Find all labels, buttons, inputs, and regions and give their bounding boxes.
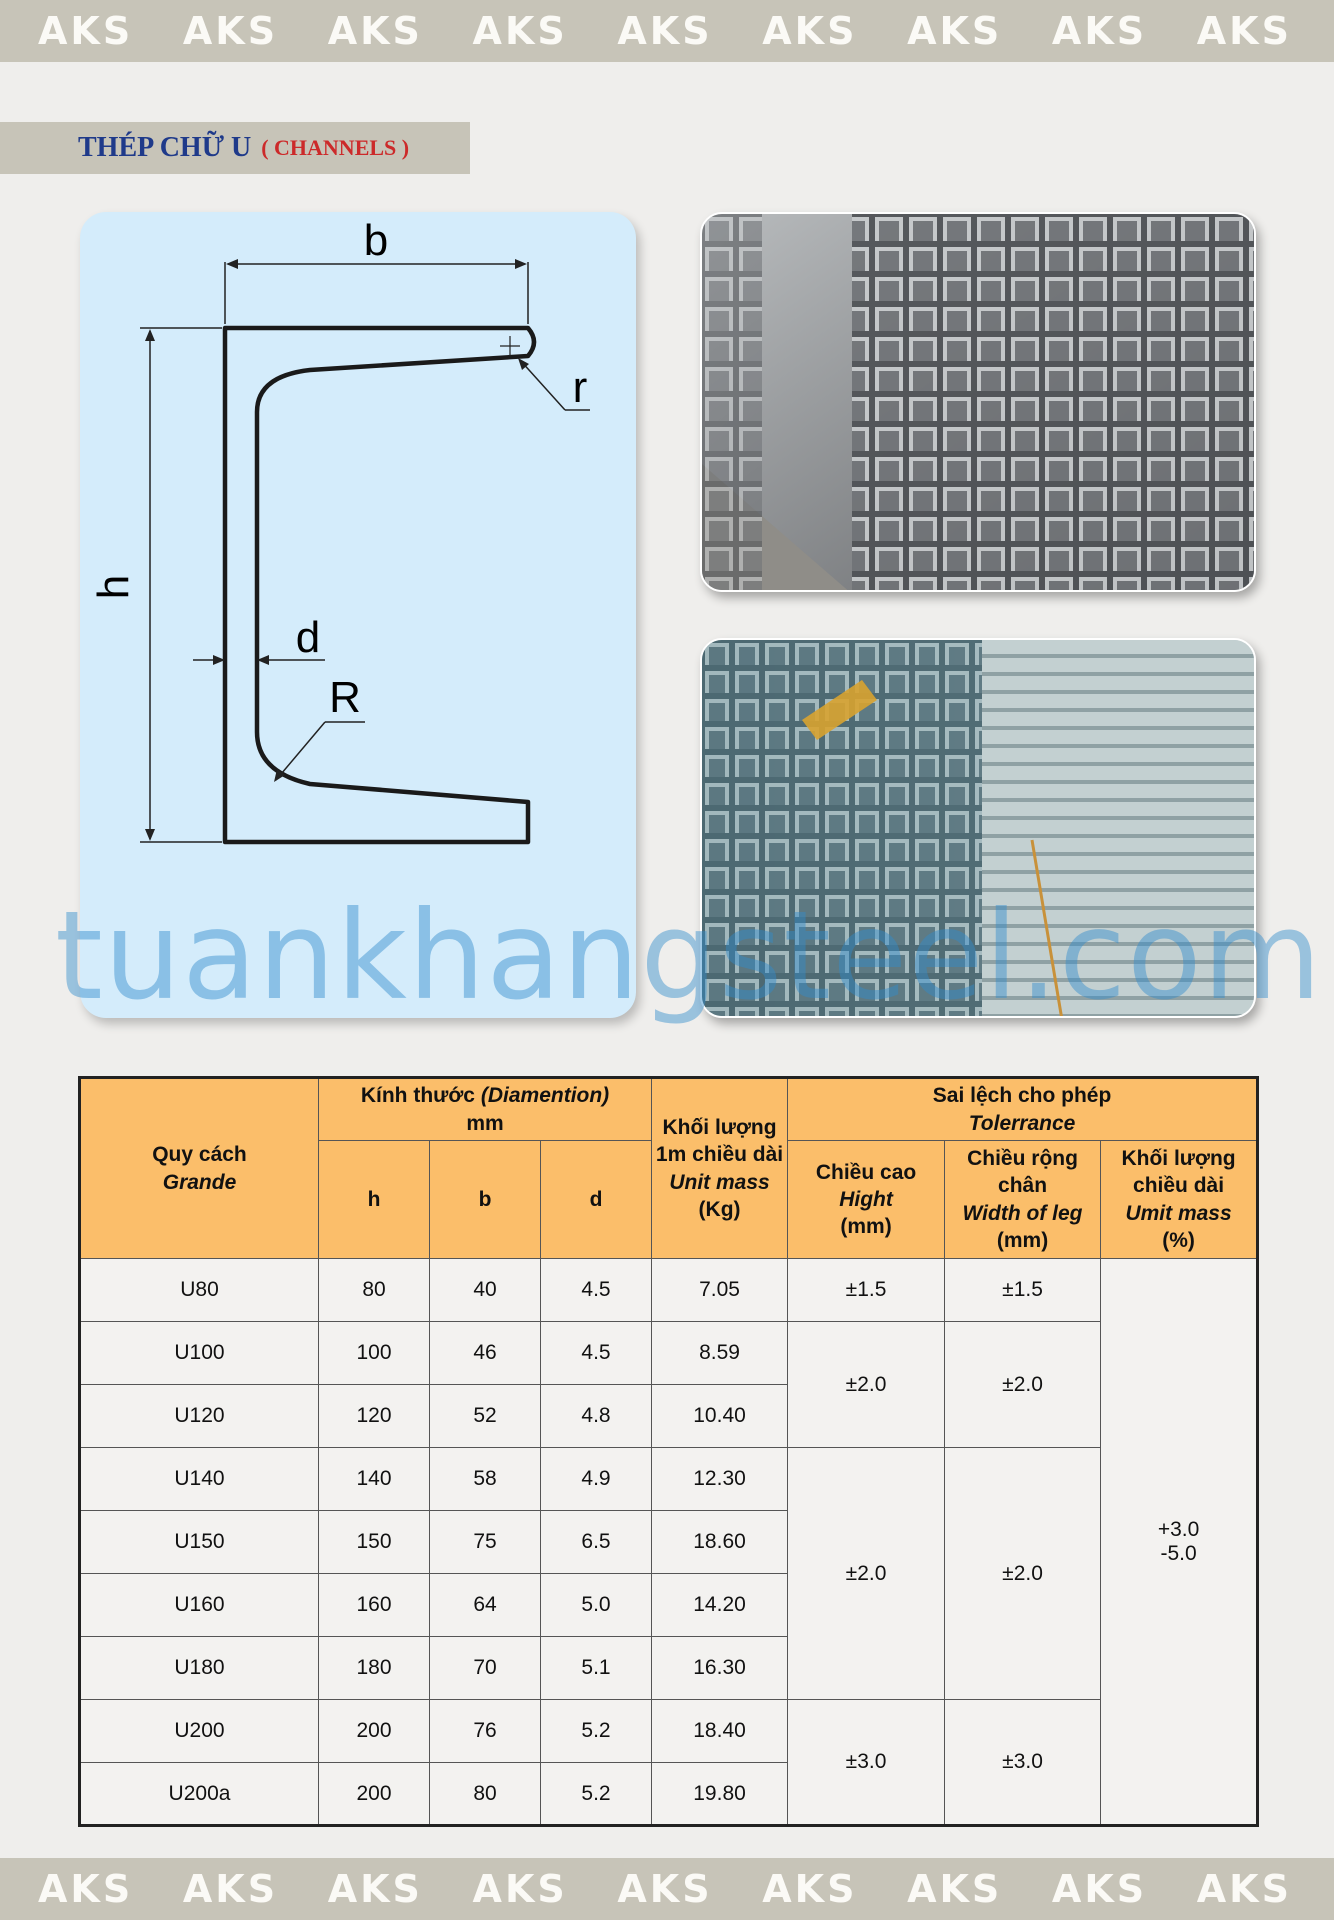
cell-b: 58 xyxy=(430,1448,541,1511)
brand-text: AKS xyxy=(182,9,279,53)
section-title xyxy=(0,122,470,174)
header-b: b xyxy=(430,1141,541,1259)
channel-spec-table xyxy=(78,1076,1259,1827)
cell-b: 52 xyxy=(430,1385,541,1448)
cell-b: 75 xyxy=(430,1511,541,1574)
header-mass-tol xyxy=(1101,1141,1258,1259)
cell-d: 5.2 xyxy=(541,1700,652,1763)
header-lmass-vi: Khối lượng chiều dài xyxy=(1121,1146,1236,1198)
brand-text: AKS xyxy=(472,1867,568,1911)
cell-spec: U200a xyxy=(80,1763,319,1826)
header-dimension xyxy=(319,1078,652,1141)
brand-text: AKS xyxy=(907,1867,1003,1911)
brand-text: AKS xyxy=(182,1867,279,1911)
header-dim-en: (Diamention) xyxy=(480,1084,610,1108)
cell-b: 46 xyxy=(430,1322,541,1385)
cell-mass: 14.20 xyxy=(652,1574,788,1637)
header-width-unit: (mm) xyxy=(996,1228,1049,1252)
cell-mass: 12.30 xyxy=(652,1448,788,1511)
dimension-label-h: h xyxy=(89,574,138,600)
dimension-label-r: r xyxy=(572,363,588,412)
header-mass-vi: Khối lượng 1m chiều dài xyxy=(655,1115,784,1167)
brand-text: AKS xyxy=(1196,9,1292,53)
header-lmass-en: Umit mass xyxy=(1125,1201,1232,1225)
brand-text: AKS xyxy=(1051,1867,1148,1911)
header-spec-en: Grande xyxy=(162,1170,237,1194)
channel-outline xyxy=(225,328,534,842)
cell-spec: U160 xyxy=(80,1574,319,1637)
cell-b: 64 xyxy=(430,1574,541,1637)
brand-text: AKS xyxy=(327,9,423,53)
brand-text: AKS xyxy=(617,9,713,53)
header-height-unit: (mm) xyxy=(840,1215,892,1239)
cell-b: 40 xyxy=(430,1259,541,1322)
brand-text: AKS xyxy=(1051,9,1148,53)
cell-h: 120 xyxy=(319,1385,430,1448)
cell-spec: U200 xyxy=(80,1700,319,1763)
cell-spec: U100 xyxy=(80,1322,319,1385)
cell-mass: 19.80 xyxy=(652,1763,788,1826)
cell-mass: 10.40 xyxy=(652,1385,788,1448)
brand-text: AKS xyxy=(617,1867,713,1911)
header-mass-unit: (Kg) xyxy=(698,1197,741,1221)
brand-text: AKS xyxy=(1196,1867,1292,1911)
header-dim-vi: Kính thước xyxy=(360,1084,475,1108)
brand-text: AKS xyxy=(762,9,858,53)
cell-h: 100 xyxy=(319,1322,430,1385)
header-height-en: Hight xyxy=(839,1187,893,1211)
brand-band-top xyxy=(0,0,1334,62)
cell-spec: U140 xyxy=(80,1448,319,1511)
dimension-label-d: d xyxy=(295,613,321,662)
header-spec xyxy=(80,1078,319,1259)
cell-spec: U80 xyxy=(80,1259,319,1322)
cell-d: 5.2 xyxy=(541,1763,652,1826)
cell-h: 200 xyxy=(319,1700,430,1763)
header-dim-unit: mm xyxy=(466,1111,504,1135)
cell-d: 6.5 xyxy=(541,1511,652,1574)
dimension-label-R: R xyxy=(329,673,361,722)
dimension-label-b: b xyxy=(363,216,389,265)
cell-width-tol: ±2.0 xyxy=(945,1322,1101,1448)
cell-d: 4.5 xyxy=(541,1322,652,1385)
cell-h: 200 xyxy=(319,1763,430,1826)
cell-b: 70 xyxy=(430,1637,541,1700)
header-unit-mass xyxy=(652,1078,788,1259)
header-width-vi: Chiều rộng chân xyxy=(967,1146,1078,1198)
cell-b: 76 xyxy=(430,1700,541,1763)
mass-tol-minus: -5.0 xyxy=(1160,1541,1197,1565)
cell-spec: U180 xyxy=(80,1637,319,1700)
cell-height-tol: ±2.0 xyxy=(788,1322,945,1448)
cell-mass: 16.30 xyxy=(652,1637,788,1700)
header-h: h xyxy=(319,1141,430,1259)
brand-text: AKS xyxy=(762,1867,858,1911)
cell-spec: U120 xyxy=(80,1385,319,1448)
cell-height-tol: ±3.0 xyxy=(788,1700,945,1826)
cell-mass: 8.59 xyxy=(652,1322,788,1385)
mass-tol-plus: +3.0 xyxy=(1157,1517,1200,1541)
cell-width-tol: ±3.0 xyxy=(945,1700,1101,1826)
cell-mass: 7.05 xyxy=(652,1259,788,1322)
table-row xyxy=(80,1448,1258,1511)
header-tolerance xyxy=(788,1078,1258,1141)
cell-d: 5.0 xyxy=(541,1574,652,1637)
cell-spec: U150 xyxy=(80,1511,319,1574)
brand-text: AKS xyxy=(38,1867,134,1911)
header-lmass-unit: (%) xyxy=(1162,1228,1195,1252)
cell-d: 4.8 xyxy=(541,1385,652,1448)
cell-h: 80 xyxy=(319,1259,430,1322)
header-width-tol xyxy=(945,1141,1101,1259)
steel-channels-photo-stacked xyxy=(700,212,1256,592)
brand-text: AKS xyxy=(38,9,134,53)
cell-h: 180 xyxy=(319,1637,430,1700)
table-row xyxy=(80,1322,1258,1385)
table-row xyxy=(80,1700,1258,1763)
brand-text: AKS xyxy=(472,9,568,53)
cell-b: 80 xyxy=(430,1763,541,1826)
cell-d: 4.5 xyxy=(541,1259,652,1322)
header-tol-vi: Sai lệch cho phép xyxy=(932,1084,1112,1108)
cell-width-tol: ±1.5 xyxy=(945,1259,1101,1322)
cell-h: 150 xyxy=(319,1511,430,1574)
cell-width-tol: ±2.0 xyxy=(945,1448,1101,1700)
cell-mass-tol xyxy=(1101,1259,1258,1826)
table-row xyxy=(80,1259,1258,1322)
header-tol-en: Tolerrance xyxy=(968,1111,1076,1135)
cell-mass: 18.60 xyxy=(652,1511,788,1574)
header-mass-en: Unit mass xyxy=(669,1170,770,1194)
cell-h: 160 xyxy=(319,1574,430,1637)
cell-height-tol: ±1.5 xyxy=(788,1259,945,1322)
header-d: d xyxy=(541,1141,652,1259)
cell-h: 140 xyxy=(319,1448,430,1511)
cell-d: 4.9 xyxy=(541,1448,652,1511)
website-watermark: tuankhangsteel.com xyxy=(55,885,1323,1027)
brand-text: AKS xyxy=(327,1867,423,1911)
header-height-vi: Chiều cao xyxy=(815,1160,917,1184)
cell-mass: 18.40 xyxy=(652,1700,788,1763)
brand-band-bottom xyxy=(0,1858,1334,1920)
header-height-tol xyxy=(788,1141,945,1259)
title-main: THÉP CHỮ U xyxy=(78,132,252,163)
header-width-en: Width of leg xyxy=(962,1201,1083,1225)
header-spec-vi: Quy cách xyxy=(152,1143,247,1167)
cell-height-tol: ±2.0 xyxy=(788,1448,945,1700)
title-sub: ( CHANNELS ) xyxy=(261,135,410,160)
cell-d: 5.1 xyxy=(541,1637,652,1700)
brand-text: AKS xyxy=(907,9,1003,53)
